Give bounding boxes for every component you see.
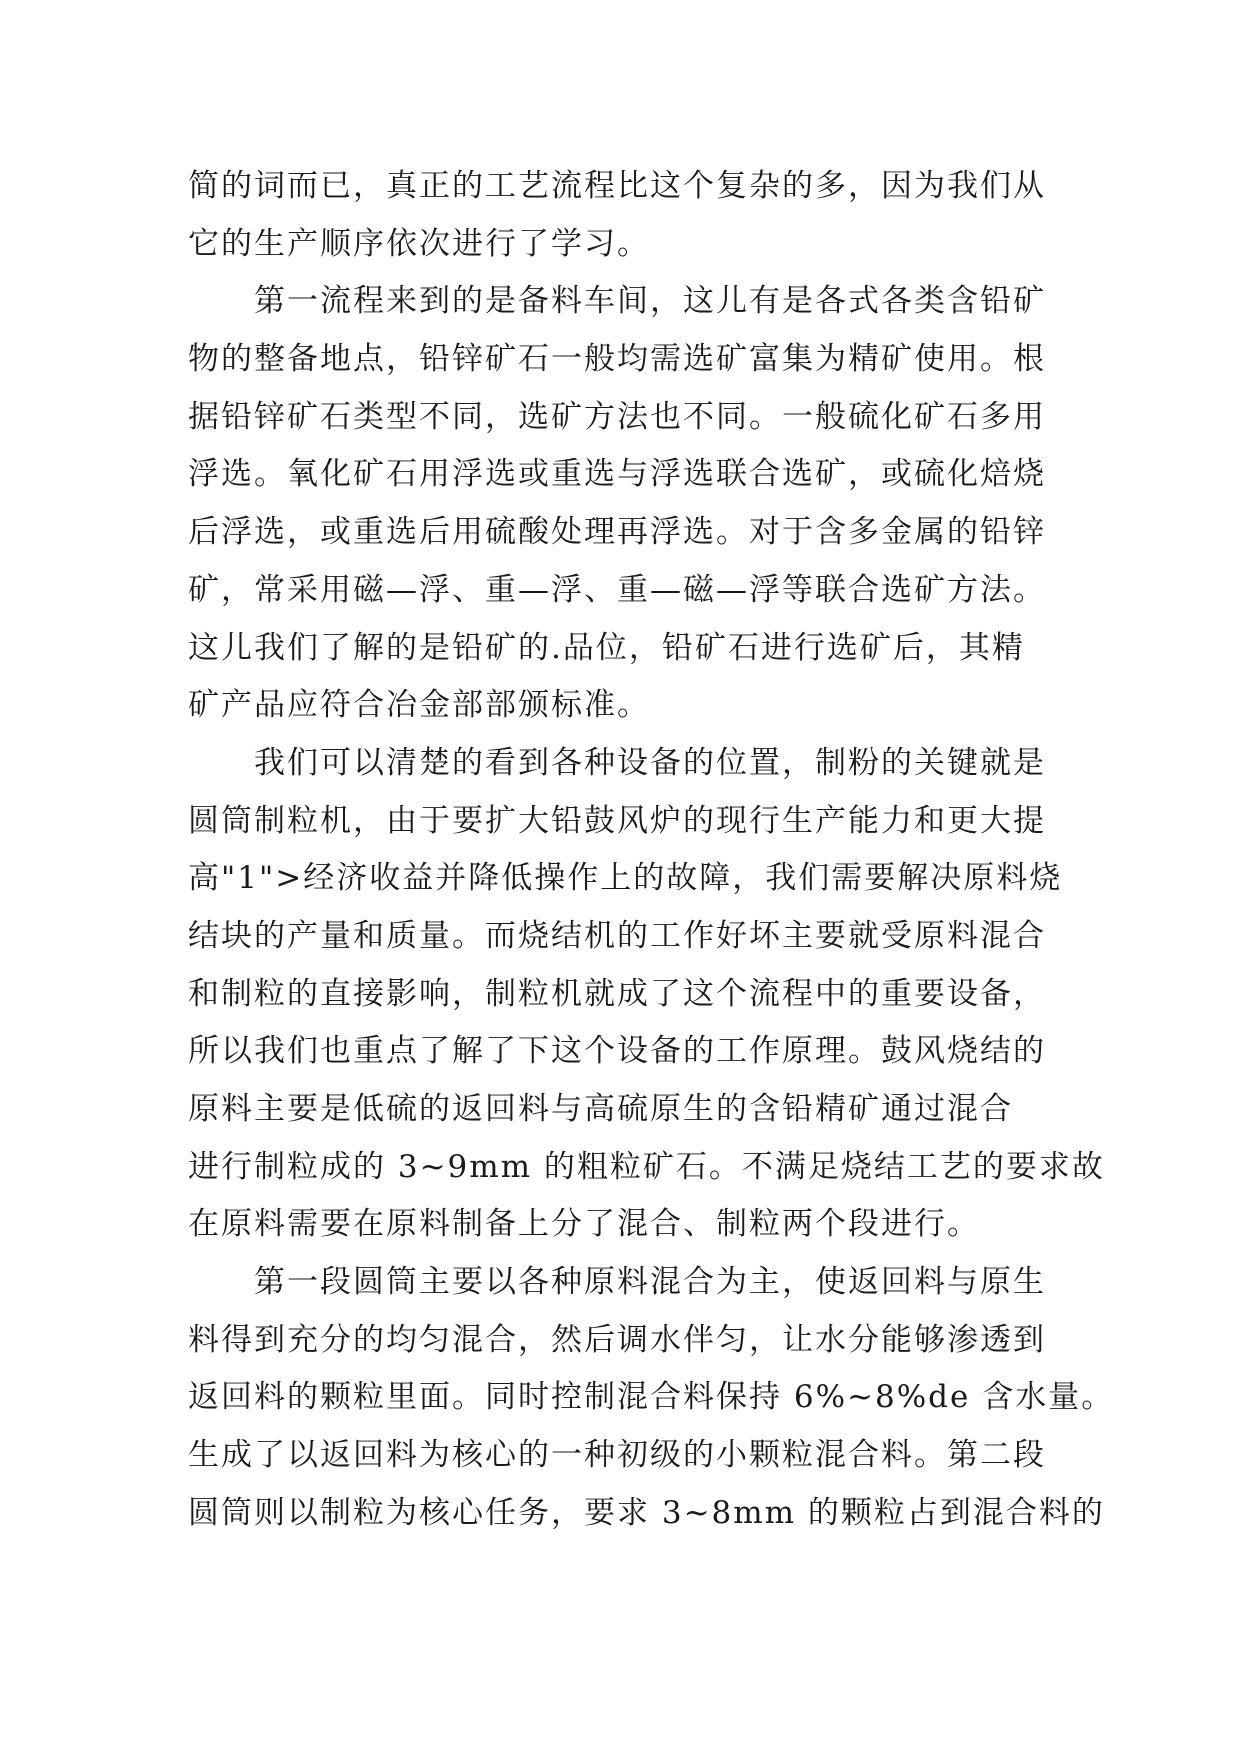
text-line: 它的生产顺序依次进行了学习。 <box>188 225 650 262</box>
text-line: 矿，常采用磁—浮、重—浮、重—磁—浮等联合选矿方法。 <box>188 571 1046 608</box>
text-line: 在原料需要在原料制备上分了混合、制粒两个段进行。 <box>188 1206 980 1243</box>
text-line: 圆筒则以制粒为核心任务，要求 3~8mm 的颗粒占到混合料的 <box>188 1494 1105 1531</box>
text-line: 我们可以清楚的看到各种设备的位置，制粉的关键就是 <box>188 744 1046 781</box>
text-line: 据铅锌矿石类型不同，选矿方法也不同。一般硫化矿石多用 <box>188 398 1046 435</box>
text-line: 原料主要是低硫的返回料与高硫原生的含铅精矿通过混合 <box>188 1091 1013 1127</box>
text-line: 第一流程来到的是备料车间，这儿有是各式各类含铅矿 <box>188 283 1046 320</box>
text-line: 浮选。氧化矿石用浮选或重选与浮选联合选矿，或硫化焙烧 <box>188 456 1046 493</box>
text-line: 简的词而已，真正的工艺流程比这个复杂的多，因为我们从 <box>188 168 1046 204</box>
text-line: 圆筒制粒机，由于要扩大铅鼓风炉的现行生产能力和更大提 <box>188 802 1046 839</box>
document-body <box>188 158 1115 1543</box>
text-line: 生成了以返回料为核心的一种初级的小颗粒混合料。第二段 <box>188 1437 1046 1474</box>
text-line: 结块的产量和质量。而烧结机的工作好坏主要就受原料混合 <box>188 917 1046 954</box>
text-line: 高"1">经济收益并降低操作上的故障，我们需要解决原料烧 <box>188 860 1063 897</box>
text-line: 物的整备地点，铅锌矿石一般均需选矿富集为精矿使用。根 <box>188 341 1046 378</box>
text-line: 料得到充分的均匀混合，然后调水伴匀，让水分能够渗透到 <box>188 1321 1046 1358</box>
text-line: 后浮选，或重选后用硫酸处理再浮选。对于含多金属的铅锌 <box>188 514 1046 551</box>
text-line: 第一段圆筒主要以各种原料混合为主，使返回料与原生 <box>188 1264 1046 1301</box>
text-line: 和制粒的直接影响，制粒机就成了这个流程中的重要设备， <box>188 975 1046 1012</box>
text-line: 这儿我们了解的是铅矿的.品位，铅矿石进行选矿后，其精 <box>188 629 1025 666</box>
text-line: 所以我们也重点了解了下这个设备的工作原理。鼓风烧结的 <box>188 1033 1046 1070</box>
text-line: 返回料的颗粒里面。同时控制混合料保持 6%~8%de 含水量。 <box>188 1379 1115 1416</box>
text-line: 矿产品应符合冶金部部颁标准。 <box>188 687 650 724</box>
text-line: 进行制粒成的 3~9mm 的粗粒矿石。不满足烧结工艺的要求故 <box>188 1148 1105 1185</box>
